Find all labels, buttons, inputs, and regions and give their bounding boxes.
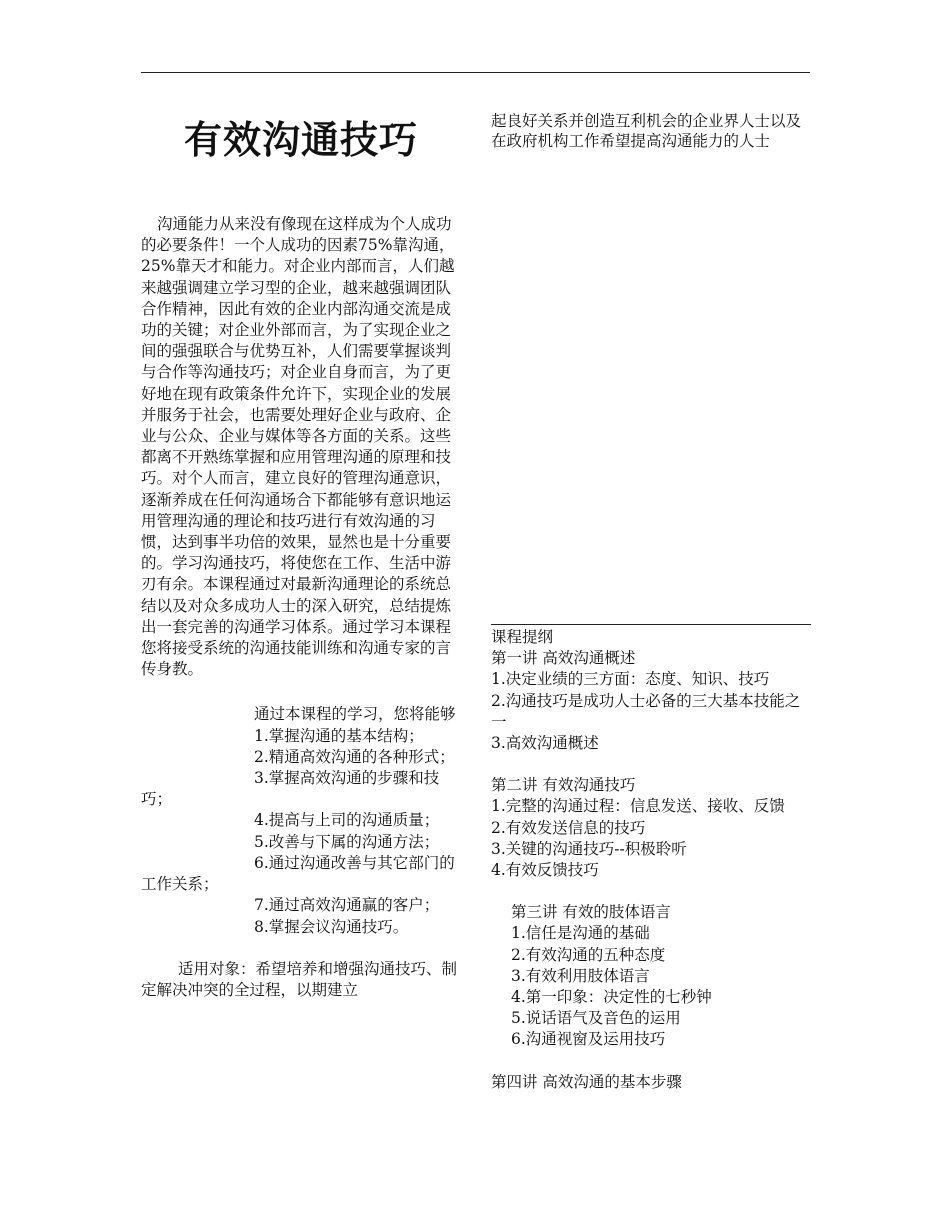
goal-item: 7.通过高效沟通赢的客户；: [254, 896, 440, 915]
lecture-item: 2.有效沟通的五种态度: [511, 945, 666, 964]
goal-item: 1.掌握沟通的基本结构；: [254, 726, 424, 745]
lecture-item: 1.信任是沟通的基础: [511, 924, 650, 943]
goal-item: 5.改善与下属的沟通方法；: [254, 832, 440, 851]
lecture-item: 4.有效反馈技巧: [491, 861, 599, 880]
left-column: [141, 100, 461, 1017]
outline-heading: 课程提纲: [491, 628, 554, 646]
lecture-item: 3.关键的沟通技巧--积极聆听: [491, 839, 687, 858]
document-title: 有效沟通技巧: [183, 117, 418, 162]
course-outline: [491, 624, 811, 1093]
goal-item: 2.精通高效沟通的各种形式；: [254, 747, 455, 766]
goal-list: [141, 726, 461, 938]
lecture-item: 3.有效利用肢体语言: [511, 966, 650, 985]
lecture-title: 第三讲 有效的肢体语言: [511, 903, 671, 922]
lecture-item: 2.有效发送信息的技巧: [491, 818, 646, 837]
lecture-title: 第二讲 有效沟通技巧: [491, 776, 636, 795]
audience-continuation: 起良好关系并创造互利机会的企业界人士以及在政府机构工作希望提高沟通能力的人士: [491, 112, 802, 150]
intro-paragraph: 沟通能力从来没有像现在这样成为个人成功的必要条件！一个人成功的因素75%靠沟通，25%靠天才和能力。对企业内部而言，人们越来越强调建立学习型的企业，越来越强调团队合作精神，因此有效的企业内部沟通交流是成功的关键；对企业外部而言，为了实现企业之间的强强联合与优势互补，人们需要掌握谈判与合作等沟通技巧；对企业自身而言，为了更好地在现有政策条件允许下，实现企业的发展并服务于社会，也需要处理好企业与政府、企业与公众、企业与媒体等各方面的关系。这些都离不开熟练掌握和应用管理沟通的原理和技巧。对个人而言，建立良好的管理沟通意识，逐渐养成在任何沟通场合下都能够有意识地运用管理沟通的理论和技巧进行有效沟通的习惯，达到事半功倍的效果，显然也是十分重要的。学习沟通技巧，将使您在工作、生活中游刃有余。本课程通过对最新沟通理论的系统总结以及对众多成功人士的深入研究，总结提炼出一套完善的沟通学习体系。通过学习本课程您将接受系统的沟通技能训练和沟通专家的言传身教。: [141, 215, 455, 679]
lecture-item: 4.第一印象：决定性的七秒钟: [511, 988, 712, 1007]
lecture-3: [491, 902, 811, 1050]
right-column: [491, 112, 811, 151]
lecture-item: 2.沟通技巧是成功人士必备的三大基本技能之一: [491, 691, 801, 731]
lecture-item: 3.高效沟通概述: [491, 734, 599, 753]
audience-paragraph: 适用对象：希望培养和增强沟通技巧、制定解决冲突的全过程，以期建立: [141, 959, 458, 999]
lecture-4: [491, 1072, 811, 1093]
goals-lead: 通过本课程的学习，您将能够: [254, 705, 456, 724]
lecture-item: 6.沟通视窗及运用技巧: [511, 1030, 666, 1049]
lecture-1: [491, 648, 811, 754]
header-rule: [141, 72, 810, 73]
goal-item: 3.掌握高效沟通的步骤和技巧；: [141, 769, 440, 809]
goal-item: 6.通过沟通改善与其它部门的工作关系；: [141, 853, 455, 894]
lecture-item: 5.说话语气及音色的运用: [511, 1009, 681, 1028]
lecture-2: [491, 775, 811, 881]
lecture-item: 1.决定业绩的三方面：态度、知识、技巧: [491, 670, 770, 689]
goal-item: 4.提高与上司的沟通质量；: [254, 811, 440, 830]
lecture-title: 第一讲 高效沟通概述: [491, 649, 636, 668]
lecture-item: 1.完整的沟通过程：信息发送、接收、反馈: [491, 797, 785, 816]
lecture-title: 第四讲 高效沟通的基本步骤: [491, 1072, 682, 1091]
goal-item: 8.掌握会议沟通技巧。: [254, 917, 409, 936]
